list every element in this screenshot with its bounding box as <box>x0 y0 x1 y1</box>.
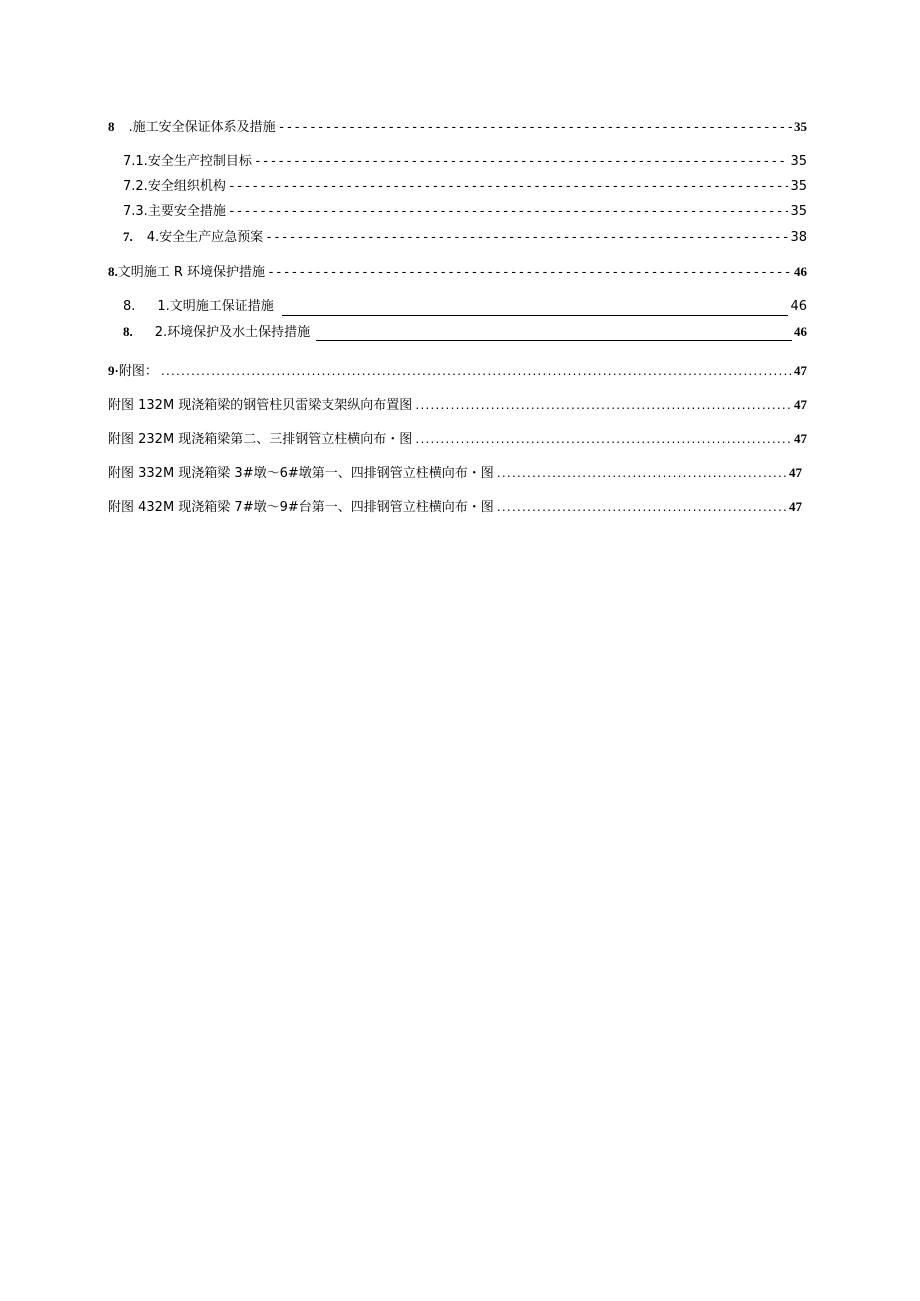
toc-leader <box>228 179 789 195</box>
toc-entry-page: 46 <box>794 324 807 339</box>
toc-leader <box>278 120 792 136</box>
toc-entry-page: 47 <box>794 363 807 378</box>
toc-entry-number: 7.2. <box>123 179 148 194</box>
toc-leader <box>267 265 792 281</box>
toc-entry-title: 安全生产控制目标 <box>147 154 252 169</box>
toc-entry-number: 8 <box>108 119 115 134</box>
toc-entry-page: 47 <box>789 465 802 480</box>
toc-entry-title: 主要安全措施 <box>147 204 226 219</box>
toc-entry-figure-4[interactable] <box>108 499 802 517</box>
toc-leader <box>228 204 789 220</box>
toc-leader <box>265 230 788 246</box>
toc-entry-page: 47 <box>789 499 802 514</box>
toc-entry-number: 9· <box>108 363 119 378</box>
toc-entry-page: 47 <box>794 397 807 412</box>
toc-entry-page: 35 <box>790 154 807 169</box>
toc-leader <box>282 303 789 316</box>
toc-entry-8-safety[interactable] <box>108 119 807 136</box>
toc-entry-8-1[interactable] <box>123 299 807 315</box>
toc-entry-title: 附图 432M 现浇箱梁 7#墩〜9#台第一、四排钢管立柱横向布・图 <box>108 500 494 515</box>
toc-entry-title: 4.安全生产应急预案 <box>146 230 264 245</box>
toc-entry-page: 47 <box>794 431 807 446</box>
toc-entry-number: 7. <box>123 229 133 244</box>
toc-entry-figure-2[interactable] <box>108 431 807 449</box>
toc-entry-title: 附图： <box>118 364 158 379</box>
toc-entry-page: 35 <box>794 119 807 134</box>
toc-entry-figure-3[interactable] <box>108 465 802 483</box>
toc-entry-7-1[interactable] <box>123 154 807 170</box>
toc-leader <box>496 466 787 483</box>
toc-entry-7-3[interactable] <box>123 204 807 220</box>
toc-entry-page: 46 <box>794 264 807 279</box>
toc-entry-title: .施工安全保证体系及措施 <box>128 120 276 135</box>
toc-entry-page: 35 <box>790 204 807 219</box>
toc-entry-8-civilized[interactable] <box>108 264 807 281</box>
toc-entry-figure-1[interactable] <box>108 397 807 415</box>
toc-leader <box>254 154 789 170</box>
toc-leader <box>414 398 792 415</box>
toc-leader <box>160 364 792 381</box>
toc-entry-title: 附图 332M 现浇箱梁 3#墩〜6#墩第一、四排钢管立柱横向布・图 <box>108 466 494 481</box>
toc-entry-page: 35 <box>790 179 807 194</box>
toc-entry-number: 8. <box>123 299 136 314</box>
toc-entry-7-2[interactable] <box>123 179 807 195</box>
toc-entry-title: 附图 132M 现浇箱梁的钢管柱贝雷梁支架纵向布置图 <box>108 398 413 413</box>
toc-leader <box>496 500 787 517</box>
toc-leader <box>316 328 792 341</box>
toc-entry-page: 46 <box>790 299 807 314</box>
toc-entry-title: 1.文明施工保证措施 <box>157 299 274 314</box>
toc-entry-page: 38 <box>790 230 807 245</box>
toc-entry-9-appendix[interactable] <box>108 363 807 381</box>
toc-entry-number: 7.1. <box>123 154 148 169</box>
toc-entry-8-2[interactable] <box>123 324 807 341</box>
toc-entry-title: 2.环境保护及水土保持措施 <box>154 325 311 340</box>
toc-entry-title: 安全组织机构 <box>147 179 226 194</box>
toc-entry-number: 7.3. <box>123 204 148 219</box>
toc-entry-number: 8. <box>108 264 118 279</box>
toc-entry-title: 文明施工 R 环境保护措施 <box>117 265 266 280</box>
toc-entry-title: 附图 232M 现浇箱梁第二、三排钢管立柱横向布・图 <box>108 432 413 447</box>
toc-entry-7-4[interactable] <box>123 229 807 246</box>
toc-leader <box>414 432 792 449</box>
toc-entry-number: 8. <box>123 324 133 339</box>
